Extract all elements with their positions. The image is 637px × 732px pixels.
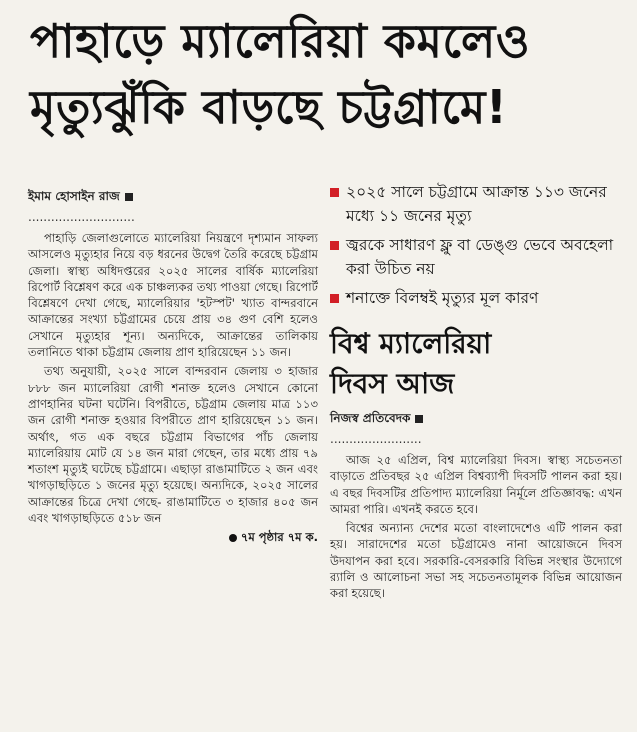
headline-line-2: মৃত্যুঝুঁকি বাড়ছে চট্টগ্রামে!: [30, 80, 508, 134]
secondary-paragraph-1: আজ ২৫ এপ্রিল, বিশ্ব ম্যালেরিয়া দিবস। স্বাস্থ্য সচেতনতা বাড়াতে প্রতিবছর ২৫ এপ্রিল বিশ্বব্যাপী দিবসটি পালন করা হয়। এ বছর দিবসটির প্রতিপাদ্য ম্যালেরিয়া নির্মূলে প্রতিজ্ঞাবদ্ধ: এখন আমরা পারি। এখনই করতে হবে।: [330, 453, 622, 516]
continued-text: ৭ম পৃষ্ঠার ৭ম ক.: [240, 530, 318, 545]
headline: [30, 8, 620, 140]
article-paragraph-1: পাহাড়ি জেলাগুলোতে ম্যালেরিয়া নিয়ন্ত্রণে দৃশ্যমান সাফল্য আসলেও মৃত্যুহার নিয়ে বড় ধরনের উদ্বেগ তৈরি করেছে চট্টগ্রাম জেলা। স্বাস্থ্য অধিদপ্তরের ২০২৫ সালের বার্ষিক ম্যালেরিয়া রিপোর্ট বিশ্লেষণ করে এক চাঞ্চল্যকর তথ্য পাওয়া গেছে। রিপোর্ট বিশ্লেষণে দেখা গেছে, ম্যালেরিয়ার 'হটস্পট' খ্যাত বান্দরবানে আক্রান্তের সংখ্যা চট্টগ্রামের চেয়ে প্রায় ৩৪ গুণ বেশি হলেও সেখানে মৃত্যুহার শূন্য। অন্যদিকে, আক্রান্তের তালিকায় তলানিতে থাকা চট্টগ্রাম জেলায় প্রাণ হারিয়েছেন ১১ জন।: [28, 231, 318, 360]
secondary-paragraph-2: বিশ্বের অন্যান্য দেশের মতো বাংলাদেশেও এটি পালন করা হয়। সারাদেশের মতো চট্টগ্রামেও নানা আয়োজনে দিবস উদযাপন করা হবে। সরকারি-বেসরকারি বিভিন্ন সংস্থার উদ্যোগে র‍্যালি ও আলোচনা সভা সহ সচেতনতামূলক বিভিন্ন আয়োজন করা হয়েছে।: [330, 521, 622, 601]
red-square-bullet-icon: [330, 188, 339, 197]
secondary-headline-line-1: বিশ্ব ম্যালেরিয়া: [330, 327, 492, 360]
secondary-byline-separator: ........................: [330, 434, 422, 444]
article-paragraph-2: তথ্য অনুযায়ী, ২০২৫ সালে বান্দরবান জেলায় ৩ হাজার ৮৮৮ জন ম্যালেরিয়া রোগী শনাক্ত হলেও সেখানে কোনো প্রাণহানির ঘটনা ঘটেনি। বিপরীতে, চট্টগ্রাম জেলায় মাত্র ১১৩ জন রোগী শনাক্ত হওয়ার বিপরীতে প্রাণ হারিয়েছেন ১১ জন। অর্থাৎ, গত এক বছরে চট্টগ্রাম বিভাগের পাঁচ জেলায় ম্যালেরিয়ায় মোট যে ১৪ জন মারা গেছেন, তার মধ্যে প্রায় ৭৯ শতাংশ মৃত্যুই ঘটেছে চট্টগ্রামে। এছাড়া রাঙামাটিতে ২ জন এবং খাগড়াছড়িতে ১ জনের মৃত্যু হয়েছে। অন্যদিকে, ২০২৫ সালের আক্রান্তের চিত্রে দেখা গেছে- রাঙামাটিতে ৩ হাজার ৪০৫ জন এবং খাগড়াছড়িতে ৫১৮ জন: [28, 364, 318, 526]
main-article: [28, 188, 318, 548]
headline-line-1: পাহাড়ে ম্যালেরিয়া কমলেও: [30, 14, 531, 68]
continued-reference: [28, 529, 318, 548]
highlight-item: [330, 286, 622, 310]
byline: [28, 188, 318, 208]
red-square-bullet-icon: [330, 294, 339, 303]
secondary-byline-author: নিজস্ব প্রতিবেদক: [330, 411, 411, 425]
secondary-headline: [330, 324, 622, 404]
secondary-byline: [330, 410, 622, 430]
highlight-item: [330, 180, 622, 228]
bullet-dot-icon: [229, 534, 237, 542]
sidebar-column: [330, 180, 622, 605]
secondary-headline-line-2: দিবস আজ: [330, 367, 455, 400]
square-marker-icon: [415, 415, 423, 423]
byline-separator: ............................: [28, 212, 135, 222]
byline-author: ইমাম হোসাইন রাজ: [28, 189, 120, 203]
highlight-text: জ্বরকে সাধারণ ফ্লু বা ডেঙ্গু ভেবে অবহেলা করা উচিত নয়: [346, 236, 614, 278]
red-square-bullet-icon: [330, 241, 339, 250]
highlight-item: [330, 233, 622, 281]
highlight-text: ২০২৫ সালে চট্টগ্রামে আক্রান্ত ১১৩ জনের মধ্যে ১১ জনের মৃত্যু: [346, 183, 607, 225]
square-marker-icon: [125, 193, 133, 201]
highlight-text: শনাক্তে বিলম্বই মৃত্যুর মূল কারণ: [346, 289, 539, 307]
